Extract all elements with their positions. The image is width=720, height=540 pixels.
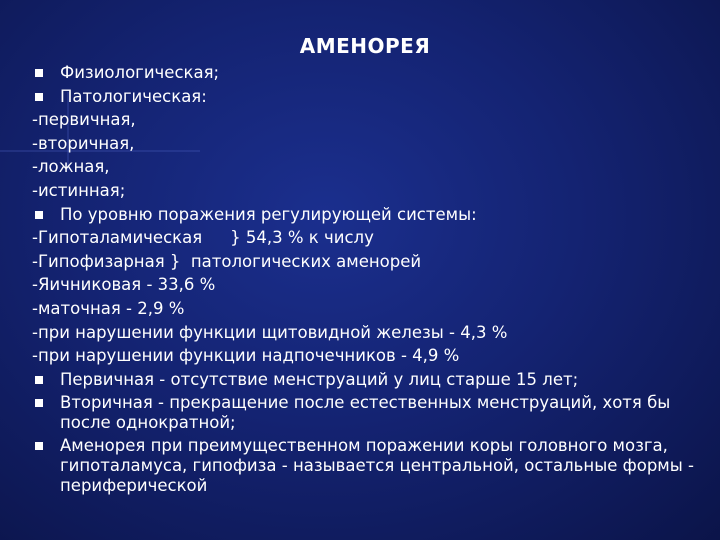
list-item [32, 368, 704, 392]
list-item [32, 61, 704, 85]
text-line: -ложная, [32, 157, 110, 177]
text-line: -первичная, [32, 110, 136, 130]
slide-body [32, 61, 704, 499]
square-bullet-icon [35, 399, 43, 407]
text-line: -истинная; [32, 180, 126, 200]
list-item [32, 393, 704, 433]
list-item [32, 436, 704, 496]
slide-title: АМЕНОРЕЯ [299, 34, 431, 58]
list-item [32, 203, 704, 227]
list-item-text: Физиологическая; [60, 63, 220, 82]
square-bullet-icon [35, 69, 43, 77]
square-bullet-icon [35, 211, 43, 219]
text-line-part: } 54,3 % к числу [230, 228, 374, 248]
text-line-part: -Гипоталамическая [32, 228, 203, 248]
list-item-text: Вторичная - прекращение после естественных менструаций, хотя бы после однократной; [60, 393, 671, 433]
text-line: -Яичниковая - 33,6 % [32, 275, 216, 295]
text-line [32, 226, 704, 250]
square-bullet-icon [35, 376, 43, 384]
square-bullet-icon [35, 442, 43, 450]
text-line: -при нарушении функции надпочечников - 4,9 % [32, 346, 460, 366]
text-line: -маточная - 2,9 % [32, 298, 185, 318]
list-item-text: Первичная - отсутствие менструаций у лиц старше 15 лет; [60, 369, 579, 389]
list-item-text: По уровню поражения регулирующей системы: [60, 204, 477, 224]
text-line: -Гипофизарная } патологических аменорей [32, 251, 422, 271]
list-item [32, 85, 704, 109]
list-item-text: Аменорея при преимущественном поражении коры головного мозга, гипоталамуса, гипофиза - называется центральной, остальные формы - периферической [60, 436, 694, 496]
text-line: -при нарушении функции щитовидной железы - 4,3 % [32, 322, 508, 342]
text-line: -вторичная, [32, 133, 135, 153]
list-item-text: Патологическая: [60, 86, 207, 106]
square-bullet-icon [35, 93, 43, 101]
